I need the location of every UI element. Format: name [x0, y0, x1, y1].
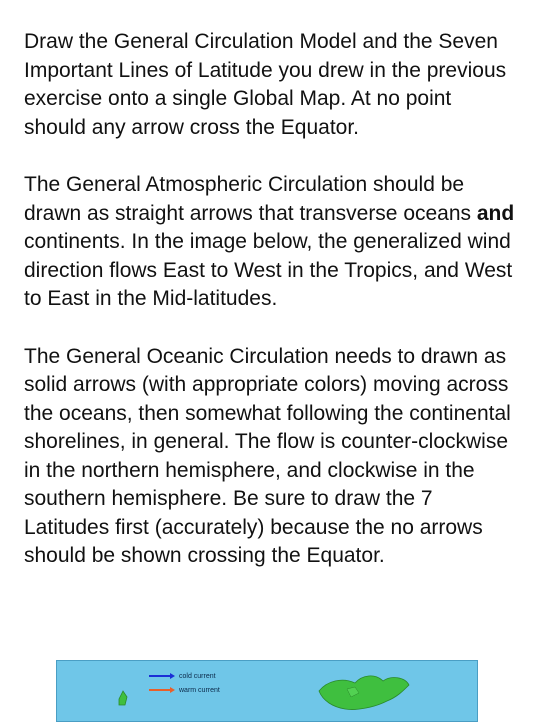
paragraph-2-bold: and — [476, 201, 515, 225]
world-map-image — [56, 660, 478, 722]
map-legend — [149, 669, 220, 697]
paragraph-2-end: continents. In the image below, the generalized wind direction flows East to West in the Tropics, and West to East in the Mid-latitudes. — [24, 230, 513, 310]
eurasia-shape — [319, 676, 409, 710]
paragraph-3: The General Oceanic Circulation needs to drawn as solid arrows (with appropriate colors) moving across the oceans, then somewhat following the continental shorelines, in general. The flow is counter-clockwise in the northern hemisphere, and clockwise in the southern hemisphere. Be sure to draw the 7 Latitudes first (accurately) because the no arrows should be shown crossing the Equator. — [24, 344, 511, 567]
cold-current-arrow-icon — [149, 673, 175, 679]
map-land-shapes — [57, 661, 477, 721]
instructions-text — [24, 28, 516, 600]
small-island-shape — [119, 691, 127, 705]
warm-current-arrow-icon — [149, 687, 175, 693]
cold-current-label: cold current — [179, 672, 216, 680]
legend-cold-current — [149, 669, 220, 683]
paragraph-2 — [24, 171, 516, 314]
legend-warm-current — [149, 683, 220, 697]
paragraph-2-start: The General Atmospheric Circulation should be drawn as straight arrows that transverse oceans — [24, 173, 477, 225]
warm-current-label: warm current — [179, 686, 220, 694]
paragraph-1: Draw the General Circulation Model and the Seven Important Lines of Latitude you drew in the previous exercise onto a single Global Map. At no point should any arrow cross the Equator. — [24, 30, 507, 139]
